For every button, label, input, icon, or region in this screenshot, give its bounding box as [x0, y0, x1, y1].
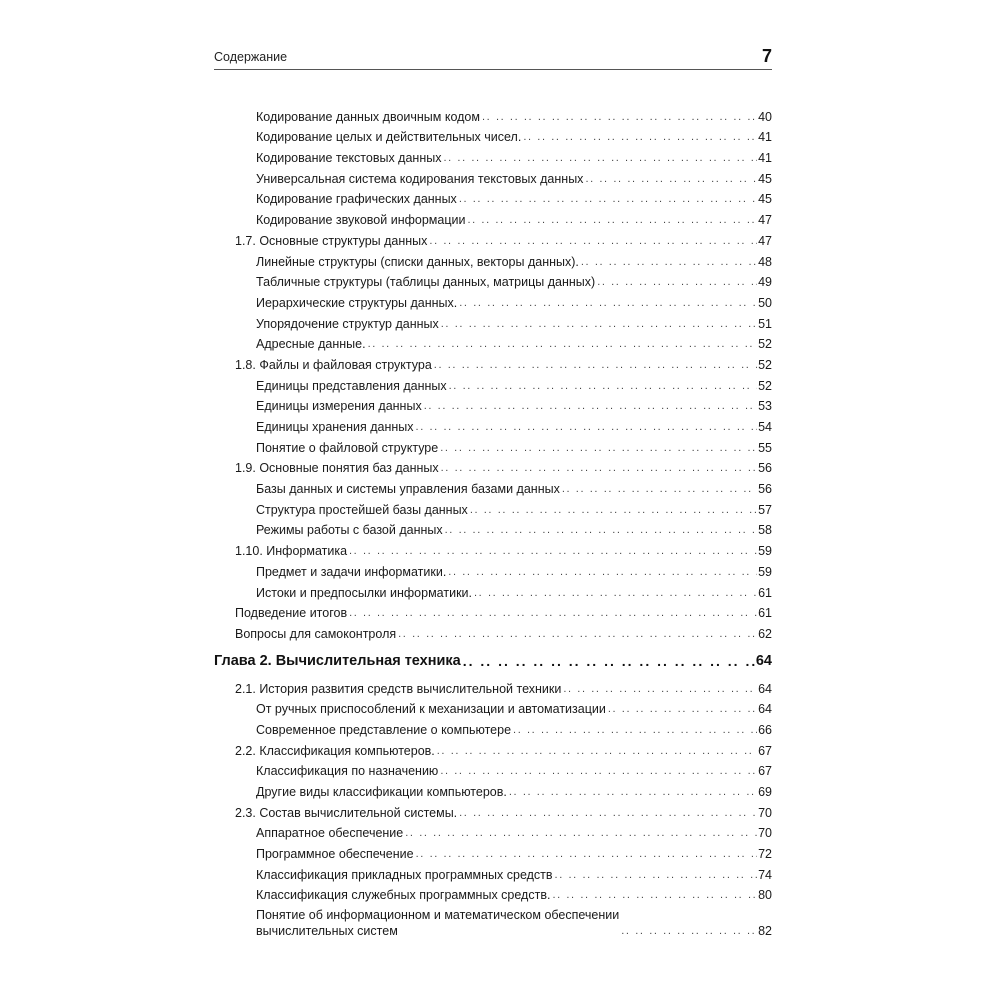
- dot-leader: [459, 805, 757, 821]
- toc-subsection-entry[interactable]: [214, 332, 772, 353]
- toc-entry-page: 70: [758, 805, 772, 820]
- toc-entry-page: 49: [758, 275, 772, 290]
- toc-section-entry[interactable]: [214, 800, 772, 821]
- toc-entry-title: Упорядочение структур данных: [256, 316, 439, 331]
- dot-leader: [434, 357, 757, 373]
- toc-entry-title: Режимы работы с базой данных: [256, 523, 443, 538]
- running-title: Содержание: [214, 50, 288, 64]
- toc-subsection-entry[interactable]: [214, 207, 772, 228]
- toc-entry-title: 1.9. Основные понятия баз данных: [235, 461, 439, 476]
- toc-entry-page: 45: [758, 171, 772, 186]
- toc-subsection-entry[interactable]: [214, 373, 772, 394]
- toc-entry-page: 47: [758, 213, 772, 228]
- dot-leader: [440, 440, 757, 456]
- toc-entry-page: 67: [758, 743, 772, 758]
- toc-section-entry[interactable]: [214, 601, 772, 622]
- dot-leader: [437, 743, 757, 759]
- toc-subsection-entry[interactable]: [214, 435, 772, 456]
- toc-subsection-entry[interactable]: [214, 104, 772, 125]
- toc-subsection-entry[interactable]: [214, 145, 772, 166]
- dot-leader: [563, 681, 757, 697]
- toc-entry-page: 47: [758, 233, 772, 248]
- toc-entry-title: Линейные структуры (списки данных, векторы данных).: [256, 254, 579, 269]
- toc-entry-page: 52: [758, 337, 772, 352]
- toc-entry-title: Классификация по назначению: [256, 764, 439, 779]
- toc-entry-title: 1.8. Файлы и файловая структура: [235, 357, 432, 372]
- toc-entry-page: 56: [758, 461, 772, 476]
- page-number: 7: [761, 46, 772, 66]
- toc-entry-page: 64: [758, 681, 772, 696]
- dot-leader: [555, 867, 758, 883]
- toc-entry-title: Современное представление о компьютере: [256, 722, 512, 737]
- toc-section-entry[interactable]: [214, 621, 772, 642]
- toc-entry-page: 41: [758, 151, 772, 166]
- toc-subsection-entry[interactable]: [214, 187, 772, 208]
- toc-entry-title: Другие виды классификации компьютеров.: [256, 785, 507, 799]
- toc-entry-title: 1.7. Основные структуры данных: [235, 233, 428, 248]
- toc-entry-title: От ручных приспособлений к механизации и автоматизации: [256, 702, 606, 717]
- toc-entry-title: Иерархические структуры данных.: [256, 295, 458, 310]
- dot-leader: [467, 212, 757, 228]
- toc-entry-title: [256, 907, 621, 939]
- toc-subsection-entry[interactable]: [214, 580, 772, 601]
- dot-leader: [621, 923, 757, 939]
- toc-section-entry[interactable]: [214, 352, 772, 373]
- dot-leader: [416, 846, 757, 862]
- toc-subsection-entry[interactable]: [214, 311, 772, 332]
- toc-entry-title: 1.10. Информатика: [235, 544, 348, 559]
- toc-entry-title: Единицы хранения данных: [256, 420, 414, 434]
- toc-entry-title: Истоки и предпосылки информатики.: [256, 585, 472, 600]
- toc-entry-title: Понятие о файловой структуре: [256, 440, 439, 455]
- toc-entry-title: Кодирование текстовых данных: [256, 151, 442, 166]
- toc-subsection-entry[interactable]: [214, 394, 772, 415]
- toc-entry-title: Кодирование графических данных: [256, 192, 457, 207]
- running-head: [214, 46, 772, 70]
- toc-section-entry[interactable]: [214, 456, 772, 477]
- toc-entry-title-wrapped: [256, 907, 619, 939]
- dot-leader: [459, 191, 757, 207]
- dot-leader: [523, 129, 757, 145]
- toc-entry-page: 62: [758, 626, 772, 641]
- toc-entry-title: 2.3. Состав вычислительной системы.: [235, 805, 458, 820]
- toc-entry-title: Базы данных и системы управления базами данных: [256, 482, 560, 497]
- dot-leader: [585, 171, 757, 187]
- toc-entry-page: 67: [758, 764, 772, 779]
- toc-entry-page: 48: [758, 254, 772, 269]
- book-page: [214, 0, 772, 1000]
- toc-entry-page: 56: [758, 482, 772, 497]
- toc-entry-page: 61: [758, 606, 772, 621]
- dot-leader: [349, 543, 757, 559]
- dot-leader: [562, 481, 757, 497]
- toc-subsection-entry[interactable]: [214, 862, 772, 883]
- toc-entry-page: 74: [758, 867, 772, 882]
- dot-leader: [429, 233, 757, 249]
- toc-entry-page: 50: [758, 295, 772, 310]
- toc-subsection-entry[interactable]: [214, 414, 772, 435]
- dot-leader: [459, 295, 757, 311]
- toc-subsection-entry[interactable]: [214, 476, 772, 497]
- dot-leader: [441, 460, 757, 476]
- toc-subsection-entry[interactable]: [214, 779, 772, 800]
- toc-entry-title: Вопросы для самоконтроля: [235, 626, 397, 641]
- toc-subsection-entry[interactable]: [214, 290, 772, 311]
- toc-entry-page: 80: [758, 888, 772, 903]
- toc-entry-page: 40: [758, 109, 772, 124]
- toc-entry-page: 66: [758, 722, 772, 737]
- toc-entry-title: Кодирование целых и действительных чисел.: [256, 130, 522, 145]
- dot-leader: [441, 316, 757, 332]
- toc-entry-page: 41: [758, 130, 772, 145]
- dot-leader: [509, 784, 757, 800]
- toc-entry-title: 2.2. Классификация компьютеров.: [235, 743, 435, 758]
- dot-leader: [349, 605, 757, 621]
- toc-subsection-entry[interactable]: [214, 717, 772, 738]
- toc-entry-page: 82: [758, 924, 772, 939]
- dot-leader: [445, 522, 757, 538]
- toc-entry-title: Классификация служебных программных средств.: [256, 888, 551, 903]
- toc-entry-title: Аппаратное обеспечение: [256, 826, 404, 841]
- toc-subsection-entry[interactable]: [214, 821, 772, 842]
- toc-section-entry[interactable]: [214, 538, 772, 559]
- toc-entry-title: Классификация прикладных программных средств: [256, 867, 553, 882]
- toc-entry-page: 53: [758, 399, 772, 414]
- toc-entry-page: 45: [758, 192, 772, 207]
- toc-subsection-entry[interactable]: [214, 759, 772, 780]
- dot-leader: [552, 887, 757, 903]
- toc-entry-page: 58: [758, 523, 772, 538]
- toc-entry-page: 57: [758, 502, 772, 517]
- toc-subsection-entry[interactable]: [214, 903, 772, 939]
- dot-leader: [482, 109, 757, 125]
- toc-entry-title: Единицы измерения данных: [256, 399, 422, 414]
- toc-subsection-entry[interactable]: [214, 518, 772, 539]
- toc-entry-title: Табличные структуры (таблицы данных, матрицы данных): [256, 275, 596, 290]
- table-of-contents: [214, 104, 772, 939]
- toc-subsection-entry[interactable]: [214, 270, 772, 291]
- toc-entry-page: 64: [758, 702, 772, 717]
- toc-entry-page: 52: [758, 357, 772, 372]
- toc-subsection-entry[interactable]: [214, 841, 772, 862]
- toc-chapter-entry[interactable]: [214, 646, 772, 676]
- dot-leader: [513, 722, 757, 738]
- toc-entry-title: Подведение итогов: [235, 606, 348, 621]
- toc-entry-page: 51: [758, 316, 772, 331]
- toc-entry-page: 55: [758, 440, 772, 455]
- toc-entry-title: Структура простейшей базы данных: [256, 502, 468, 517]
- toc-entry-title: Адресные данные.: [256, 337, 366, 352]
- dot-leader: [424, 398, 757, 414]
- dot-leader: [448, 564, 757, 580]
- toc-entry-page: 61: [758, 585, 772, 600]
- dot-leader: [416, 419, 758, 435]
- toc-entry-title: 2.1. История развития средств вычислительной техники: [235, 681, 562, 696]
- toc-subsection-entry[interactable]: [214, 166, 772, 187]
- dot-leader: [474, 585, 757, 601]
- toc-entry-title: Универсальная система кодирования текстовых данных: [256, 171, 584, 186]
- toc-entry-page: 59: [758, 564, 772, 579]
- toc-subsection-entry[interactable]: [214, 697, 772, 718]
- toc-section-entry[interactable]: [214, 676, 772, 697]
- toc-section-entry[interactable]: [214, 228, 772, 249]
- toc-subsection-entry[interactable]: [214, 497, 772, 518]
- toc-entry-page: 59: [758, 544, 772, 559]
- toc-entry-title: Предмет и задачи информатики.: [256, 564, 447, 579]
- toc-entry-page: 72: [758, 847, 772, 862]
- toc-entry-page: 64: [755, 652, 772, 669]
- toc-section-entry[interactable]: [214, 738, 772, 759]
- dot-leader: [398, 626, 757, 642]
- dot-leader: [608, 701, 757, 717]
- toc-entry-page: 70: [758, 826, 772, 841]
- toc-subsection-entry[interactable]: [214, 125, 772, 146]
- dot-leader: [440, 763, 757, 779]
- dot-leader: [405, 825, 757, 841]
- dot-leader: [449, 378, 757, 394]
- toc-entry-title-line1: Понятие об информационном и математическом обеспечении: [256, 908, 620, 923]
- toc-entry-page: 54: [758, 420, 772, 434]
- toc-entry-title-line2: вычислительных систем: [256, 924, 398, 939]
- toc-entry-title: Глава 2. Вычислительная техника: [214, 652, 461, 669]
- toc-entry-title: Программное обеспечение: [256, 847, 414, 862]
- toc-subsection-entry[interactable]: [214, 559, 772, 580]
- toc-subsection-entry[interactable]: [214, 883, 772, 904]
- dot-leader: [597, 274, 757, 290]
- toc-entry-page: 69: [758, 785, 772, 799]
- dot-leader: [470, 502, 757, 518]
- toc-entry-page: 52: [758, 378, 772, 393]
- toc-entry-title: Кодирование звуковой информации: [256, 213, 466, 228]
- dot-leader: [581, 254, 757, 270]
- dot-leader: [463, 653, 755, 669]
- dot-leader: [443, 150, 757, 166]
- toc-subsection-entry[interactable]: [214, 249, 772, 270]
- toc-entry-title: Кодирование данных двоичным кодом: [256, 109, 480, 124]
- dot-leader: [368, 336, 758, 352]
- toc-entry-title: Единицы представления данных: [256, 378, 447, 393]
